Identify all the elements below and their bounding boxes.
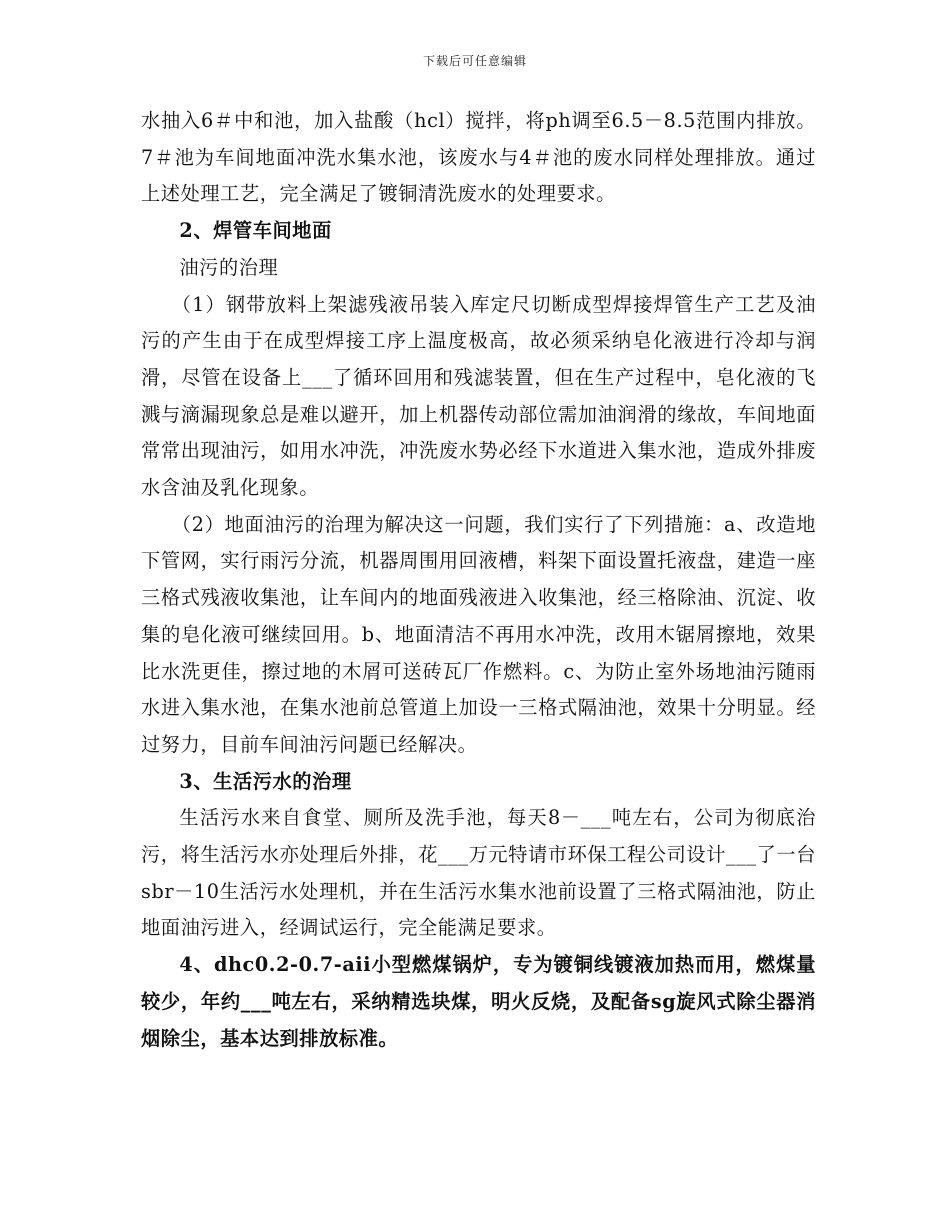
page-header: 下载后可任意编辑 bbox=[422, 54, 527, 68]
document-body bbox=[141, 103, 816, 1057]
paragraph-boiler: 4、dhc0.2-0.7-aii小型燃煤锅炉，专为镀铜线镀液加热而用，燃煤量较少，年约___吨左右，采纳精选块煤，明火反烧，及配备sg旋风式除尘器消烟除尘，基本达到排放标准。 bbox=[141, 953, 816, 1050]
paragraph-floor-oil-measures: （2）地面油污的治理为解决这一问题，我们实行了下列措施：a、改造地下管网，实行雨污分流，机器周围用回液槽，料架下面设置托液盘，建造一座三格式残液收集池，让车间内的地面残液进入收集池，经三格除油、沉淀、收集的皂化液可继续回用。b、地面清洁不再用水冲洗，改用木锯屑擦地，效果比水洗更佳，擦过地的木屑可送砖瓦厂作燃料。c、为防止室外场地油污随雨水进入集水池，在集水池前总管道上加设一三格式隔油池，效果十分明显。经过努力，目前车间油污问题已经解决。 bbox=[141, 512, 816, 756]
paragraph-wastewater-continued: 水抽入6＃中和池，加入盐酸（hcl）搅拌，将ph调至6.5－8.5范围内排放。7＃池为车间地面冲洗水集水池，该废水与4＃池的废水同样处理排放。通过上述处理工艺，完全满足了镀铜清洗废水的处理要求。 bbox=[141, 109, 816, 206]
paragraph-domestic-sewage: 生活污水来自食堂、厕所及洗手池，每天8－___吨左右，公司为彻底治污，将生活污水亦处理后外排，花___万元特请市环保工程公司设计___了一台sbr－10生活污水处理机，并在生活污水集水池前设置了三格式隔油池，防止地面油污进入，经调试运行，完全能满足要求。 bbox=[141, 806, 816, 940]
subheading-oil-treatment: 油污的治理 bbox=[179, 255, 279, 279]
section-heading-domestic-sewage: 3、生活污水的治理 bbox=[179, 769, 352, 793]
paragraph-oil-source: （1）钢带放料上架滤残液吊装入库定尺切断成型焊接焊管生产工艺及油污的产生由于在成型焊接工序上温度极高，故必须采纳皂化液进行冷却与润滑，尽管在设备上___了循环回用和残滤装置，但在生产过程中，皂化液的飞溅与滴漏现象总是难以避开，加上机器传动部位需加油润滑的缘故，车间地面常常出现油污，如用水冲洗，冲洗废水势必经下水道进入集水池，造成外排废水含油及乳化现象。 bbox=[141, 292, 816, 500]
section-heading-pipe-workshop: 2、焊管车间地面 bbox=[179, 219, 332, 243]
